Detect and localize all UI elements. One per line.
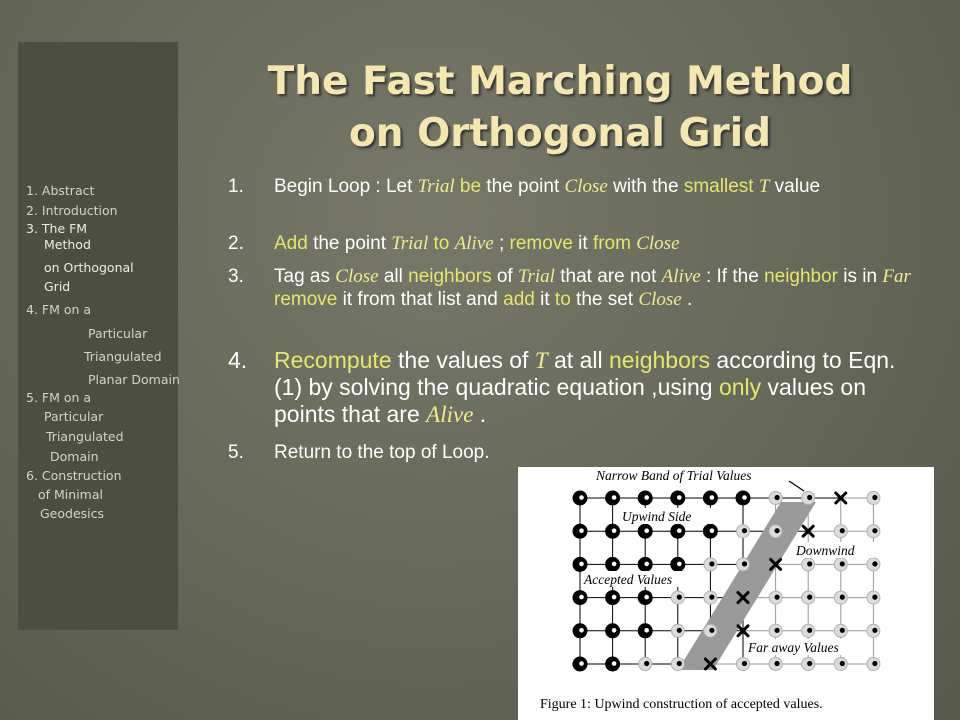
point-highlight	[644, 661, 649, 666]
point-highlight	[644, 595, 649, 600]
point-highlight	[644, 495, 649, 500]
sidebar-item-fm-method-line4[interactable]: Grid	[44, 279, 71, 294]
step-number: 3.	[228, 266, 244, 287]
point-highlight	[872, 528, 877, 533]
point-highlight	[644, 628, 649, 633]
point-highlight	[775, 628, 780, 633]
point-highlight	[710, 495, 715, 500]
point-highlight	[775, 595, 780, 600]
point-highlight	[677, 562, 682, 567]
point-highlight	[775, 495, 780, 500]
downwind-label: Downwind	[796, 543, 855, 558]
point-highlight	[742, 661, 747, 666]
step-number: 4.	[228, 347, 248, 373]
point-highlight	[775, 661, 780, 666]
point-highlight	[872, 561, 877, 566]
point-highlight	[807, 495, 812, 500]
sidebar-item-construction[interactable]: 6. Construction	[26, 468, 122, 483]
point-highlight	[612, 661, 617, 666]
point-highlight	[807, 561, 812, 566]
point-highlight	[677, 495, 682, 500]
sidebar-item-fm-method-line2[interactable]: Method	[44, 237, 91, 252]
far-away-values-label: Far away Values	[748, 640, 839, 655]
point-highlight	[742, 561, 747, 566]
upwind-side-label: Upwind Side	[622, 509, 692, 524]
point-highlight	[807, 628, 812, 633]
point-highlight	[872, 628, 877, 633]
point-highlight	[579, 495, 584, 500]
point-highlight	[775, 528, 780, 533]
point-highlight	[872, 495, 877, 500]
point-highlight	[840, 595, 845, 600]
grid-diagram	[518, 467, 934, 720]
slide-title	[190, 56, 930, 160]
sidebar-item-fm-domain[interactable]: 5. FM on a	[26, 390, 92, 405]
point-highlight	[677, 628, 682, 633]
sidebar-item-fm-planar-line3[interactable]: Triangulated	[84, 349, 162, 364]
point-highlight	[742, 495, 747, 500]
point-highlight	[677, 528, 682, 533]
point-highlight	[677, 595, 682, 600]
sidebar-item-construction-line3[interactable]: Geodesics	[40, 506, 105, 521]
step-number: 2.	[228, 233, 244, 254]
sidebar-item-fm-planar[interactable]: 4. FM on a	[26, 302, 92, 317]
point-highlight	[612, 528, 617, 533]
step-number: 1.	[228, 176, 244, 197]
sidebar-item-fm-planar-line4[interactable]: Planar Domain	[88, 372, 180, 387]
accepted-values-label: Accepted Values	[584, 572, 673, 587]
point-highlight	[612, 495, 617, 500]
point-highlight	[709, 628, 714, 633]
step-number: 5.	[228, 442, 244, 463]
sidebar-item-fm-domain-line3[interactable]: Triangulated	[46, 429, 124, 444]
point-highlight	[579, 661, 584, 666]
step-text: Begin Loop : Let Trial be the point Close with the smallest T value	[274, 176, 821, 197]
sidebar-item-introduction[interactable]: 2. Introduction	[26, 203, 118, 218]
point-highlight	[677, 661, 682, 666]
point-highlight	[840, 628, 845, 633]
figure-caption: Figure 1: Upwind construction of accepted values.	[540, 697, 823, 712]
sidebar-item-fm-method[interactable]: 3. The FM	[26, 221, 88, 236]
point-highlight	[612, 595, 617, 600]
step-text: Recompute the values of T at all neighbors according to Eqn.(1) by solving the quadratic equation ,using only values on points that are Alive .	[274, 347, 896, 427]
sidebar-item-abstract[interactable]: 1. Abstract	[26, 183, 95, 198]
narrow-band-pointer	[789, 481, 804, 491]
upwind-construction-figure	[518, 467, 934, 720]
point-highlight	[709, 595, 714, 600]
sidebar-item-fm-method-line3[interactable]: on Orthogonal	[44, 260, 134, 275]
point-highlight	[840, 661, 845, 666]
step-text: Return to the top of Loop.	[274, 442, 490, 463]
point-highlight	[872, 595, 877, 600]
point-highlight	[644, 528, 649, 533]
point-highlight	[644, 562, 649, 567]
point-highlight	[710, 528, 715, 533]
point-highlight	[840, 561, 845, 566]
point-highlight	[579, 562, 584, 567]
step-text: Tag as Close all neighbors of Trial that are not Alive : If the neighbor is in Far remove it from that list and add it to the set Close .	[274, 266, 911, 310]
narrow-band-label: Narrow Band of Trial Values	[596, 468, 752, 483]
point-highlight	[579, 595, 584, 600]
sidebar-item-fm-planar-line2[interactable]: Particular	[88, 326, 148, 341]
point-highlight	[709, 561, 714, 566]
sidebar-item-construction-line2[interactable]: of Minimal	[38, 487, 103, 502]
slide-title-line1: The Fast Marching Method	[267, 59, 853, 105]
step-text: Add the point Trial to Alive ; remove it from Close	[274, 233, 680, 254]
point-highlight	[807, 595, 812, 600]
point-highlight	[612, 562, 617, 567]
point-highlight	[742, 528, 747, 533]
point-highlight	[579, 528, 584, 533]
point-highlight	[840, 528, 845, 533]
sidebar-item-fm-domain-line2[interactable]: Particular	[44, 409, 104, 424]
sidebar-item-fm-domain-line4[interactable]: Domain	[50, 449, 99, 464]
point-highlight	[807, 661, 812, 666]
point-highlight	[612, 628, 617, 633]
point-highlight	[872, 661, 877, 666]
point-highlight	[579, 628, 584, 633]
slide-title-line2: on Orthogonal Grid	[349, 111, 771, 157]
